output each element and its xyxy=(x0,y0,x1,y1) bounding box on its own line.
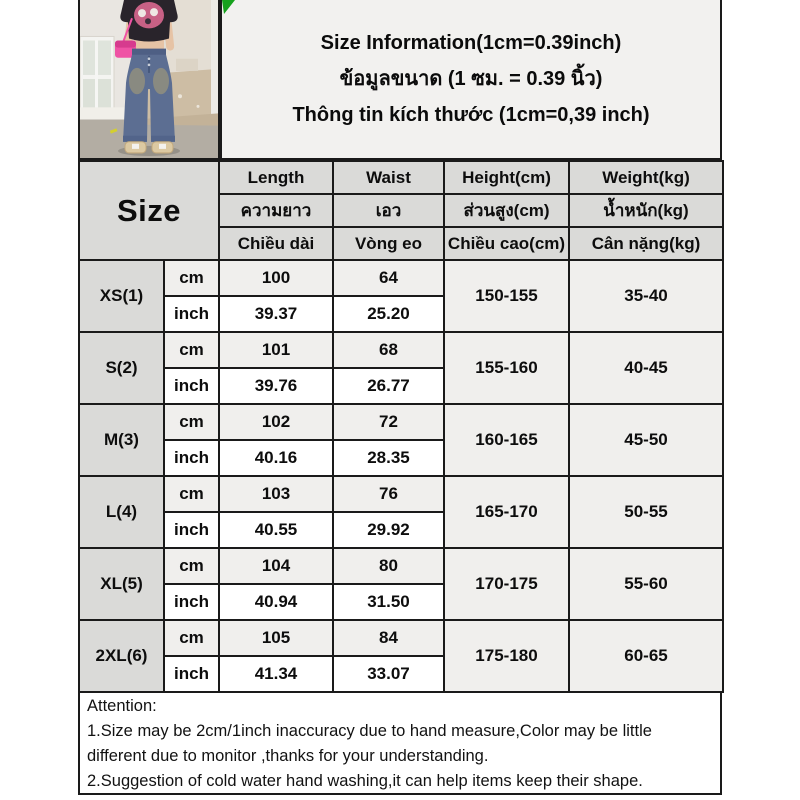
size-row-cm xyxy=(79,620,723,656)
weight-range-cell: 45-50 xyxy=(569,404,723,476)
size-header-cell: Size xyxy=(79,161,219,260)
length-inch-cell: 39.76 xyxy=(219,368,333,404)
waist-cm-cell: 72 xyxy=(333,404,444,440)
product-photo xyxy=(78,0,220,160)
green-corner-marker-icon xyxy=(222,0,238,16)
title-english: Size Information(1cm=0.39inch) xyxy=(320,32,622,54)
col-header-weight-en: Weight(kg) xyxy=(569,161,723,194)
size-cell: XL(5) xyxy=(79,548,164,620)
height-range-cell: 170-175 xyxy=(444,548,569,620)
unit-inch-cell: inch xyxy=(164,440,219,476)
col-header-length-th: ความยาว xyxy=(219,194,333,227)
col-header-waist-th: เอว xyxy=(333,194,444,227)
col-header-height-vi: Chiều cao(cm) xyxy=(444,227,569,260)
length-inch-cell: 39.37 xyxy=(219,296,333,332)
size-cell: L(4) xyxy=(79,476,164,548)
waist-inch-cell: 33.07 xyxy=(333,656,444,692)
size-row-cm xyxy=(79,332,723,368)
photo-window xyxy=(80,36,114,117)
unit-cm-cell: cm xyxy=(164,404,219,440)
waist-inch-cell: 29.92 xyxy=(333,512,444,548)
unit-inch-cell: inch xyxy=(164,512,219,548)
attention-heading: Attention: xyxy=(87,697,157,715)
waist-inch-cell: 25.20 xyxy=(333,296,444,332)
size-table xyxy=(78,160,724,693)
unit-inch-cell: inch xyxy=(164,368,219,404)
model-photo-illustration xyxy=(80,0,218,158)
waist-cm-cell: 84 xyxy=(333,620,444,656)
col-header-waist-en: Waist xyxy=(333,161,444,194)
size-table-body xyxy=(79,260,723,692)
unit-inch-cell: inch xyxy=(164,656,219,692)
length-cm-cell: 105 xyxy=(219,620,333,656)
waist-cm-cell: 64 xyxy=(333,260,444,296)
weight-range-cell: 60-65 xyxy=(569,620,723,692)
col-header-height-th: ส่วนสูง(cm) xyxy=(444,194,569,227)
size-info-title-box xyxy=(220,0,722,160)
attention-line-2: 2.Suggestion of cold water hand washing,it can help items keep their shape. xyxy=(87,772,643,790)
title-vietnamese: Thông tin kích thước (1cm=0,39 inch) xyxy=(292,104,650,126)
top-band xyxy=(78,0,722,160)
height-range-cell: 155-160 xyxy=(444,332,569,404)
size-row-cm xyxy=(79,476,723,512)
unit-inch-cell: inch xyxy=(164,584,219,620)
unit-cm-cell: cm xyxy=(164,620,219,656)
unit-cm-cell: cm xyxy=(164,332,219,368)
weight-range-cell: 50-55 xyxy=(569,476,723,548)
attention-line-1: 1.Size may be 2cm/1inch inaccuracy due to hand measure,Color may be little different due to monitor ,thanks for your understanding. xyxy=(87,722,652,765)
length-inch-cell: 40.16 xyxy=(219,440,333,476)
size-cell: M(3) xyxy=(79,404,164,476)
size-row-cm xyxy=(79,548,723,584)
size-row-cm xyxy=(79,260,723,296)
waist-cm-cell: 76 xyxy=(333,476,444,512)
height-range-cell: 165-170 xyxy=(444,476,569,548)
length-cm-cell: 101 xyxy=(219,332,333,368)
length-cm-cell: 102 xyxy=(219,404,333,440)
col-header-length-vi: Chiều dài xyxy=(219,227,333,260)
unit-cm-cell: cm xyxy=(164,260,219,296)
size-row-cm xyxy=(79,404,723,440)
height-range-cell: 175-180 xyxy=(444,620,569,692)
title-thai: ข้อมูลขนาด (1 ซม. = 0.39 นิ้ว) xyxy=(339,68,603,90)
col-header-waist-vi: Vòng eo xyxy=(333,227,444,260)
col-header-height-en: Height(cm) xyxy=(444,161,569,194)
waist-cm-cell: 68 xyxy=(333,332,444,368)
col-header-length-en: Length xyxy=(219,161,333,194)
waist-inch-cell: 28.35 xyxy=(333,440,444,476)
size-cell: S(2) xyxy=(79,332,164,404)
waist-cm-cell: 80 xyxy=(333,548,444,584)
length-cm-cell: 100 xyxy=(219,260,333,296)
weight-range-cell: 35-40 xyxy=(569,260,723,332)
weight-range-cell: 40-45 xyxy=(569,332,723,404)
header-row-english xyxy=(79,161,723,194)
unit-cm-cell: cm xyxy=(164,548,219,584)
attention-note xyxy=(78,691,722,795)
length-cm-cell: 104 xyxy=(219,548,333,584)
col-header-weight-th: น้ำหนัก(kg) xyxy=(569,194,723,227)
length-inch-cell: 40.55 xyxy=(219,512,333,548)
length-cm-cell: 103 xyxy=(219,476,333,512)
weight-range-cell: 55-60 xyxy=(569,548,723,620)
unit-inch-cell: inch xyxy=(164,296,219,332)
height-range-cell: 150-155 xyxy=(444,260,569,332)
size-table-head xyxy=(79,161,723,260)
waist-inch-cell: 31.50 xyxy=(333,584,444,620)
size-cell: 2XL(6) xyxy=(79,620,164,692)
height-range-cell: 160-165 xyxy=(444,404,569,476)
col-header-weight-vi: Cân nặng(kg) xyxy=(569,227,723,260)
unit-cm-cell: cm xyxy=(164,476,219,512)
length-inch-cell: 41.34 xyxy=(219,656,333,692)
waist-inch-cell: 26.77 xyxy=(333,368,444,404)
size-cell: XS(1) xyxy=(79,260,164,332)
length-inch-cell: 40.94 xyxy=(219,584,333,620)
